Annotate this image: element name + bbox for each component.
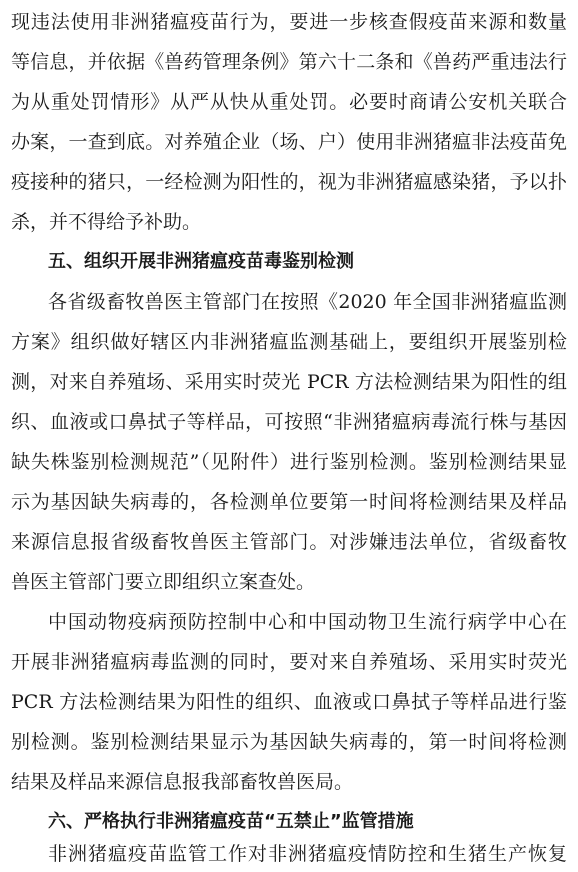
section-heading-6: 六、严格执行非洲猪瘟疫苗“五禁止”监管措施 [48,811,414,832]
section-heading-5: 五、组织开展非洲猪瘟疫苗毒鉴别检测 [48,251,354,272]
paragraph-line: 别检测。鉴别检测结果显示为基因缺失病毒的，第一时间将检测 [11,731,567,753]
paragraph-line: PCR 方法检测结果为阳性的组织、血液或口鼻拭子等样品进行鉴 [11,691,567,713]
paragraph-line: 测，对来自养殖场、采用实时荧光 PCR 方法检测结果为阳性的组 [11,371,567,393]
paragraph-line: 示为基因缺失病毒的，各检测单位要第一时间将检测结果及样品 [11,491,567,513]
paragraph-line: 结果及样品来源信息报我部畜牧兽医局。 [11,771,354,793]
paragraph-line: 非洲猪瘟疫苗监管工作对非洲猪瘟疫情防控和生猪生产恢复 [48,843,567,865]
paragraph-line: 为从重处罚情形》从严从快从重处罚。必要时商请公安机关联合 [11,91,567,113]
paragraph-line: 等信息，并依据《兽药管理条例》第六十二条和《兽药严重违法行 [11,51,567,73]
paragraph-line: 缺失株鉴别检测规范”（见附件）进行鉴别检测。鉴别检测结果显 [11,451,567,473]
paragraph-line: 疫接种的猪只，一经检测为阳性的，视为非洲猪瘟感染猪，予以扑 [11,171,567,193]
paragraph-line: 杀，并不得给予补助。 [11,211,202,233]
paragraph-line: 开展非洲猪瘟病毒监测的同时，要对来自养殖场、采用实时荧光 [11,651,567,673]
paragraph-line: 兽医主管部门要立即组织立案查处。 [11,571,316,593]
paragraph-line: 来源信息报省级畜牧兽医主管部门。对涉嫌违法单位，省级畜牧 [11,531,567,553]
paragraph-line: 现违法使用非洲猪瘟疫苗行为，要进一步核查假疫苗来源和数量 [11,11,567,33]
paragraph-line: 织、血液或口鼻拭子等样品，可按照“非洲猪瘟病毒流行株与基因 [11,411,567,433]
paragraph-line: 办案，一查到底。对养殖企业（场、户）使用非洲猪瘟非法疫苗免 [11,131,567,153]
paragraph-line: 各省级畜牧兽医主管部门在按照《2020 年全国非洲猪瘟监测 [48,291,567,313]
paragraph-line: 中国动物疫病预防控制中心和中国动物卫生流行病学中心在 [48,611,567,633]
paragraph-line: 方案》组织做好辖区内非洲猪瘟监测基础上，要组织开展鉴别检 [11,331,567,353]
